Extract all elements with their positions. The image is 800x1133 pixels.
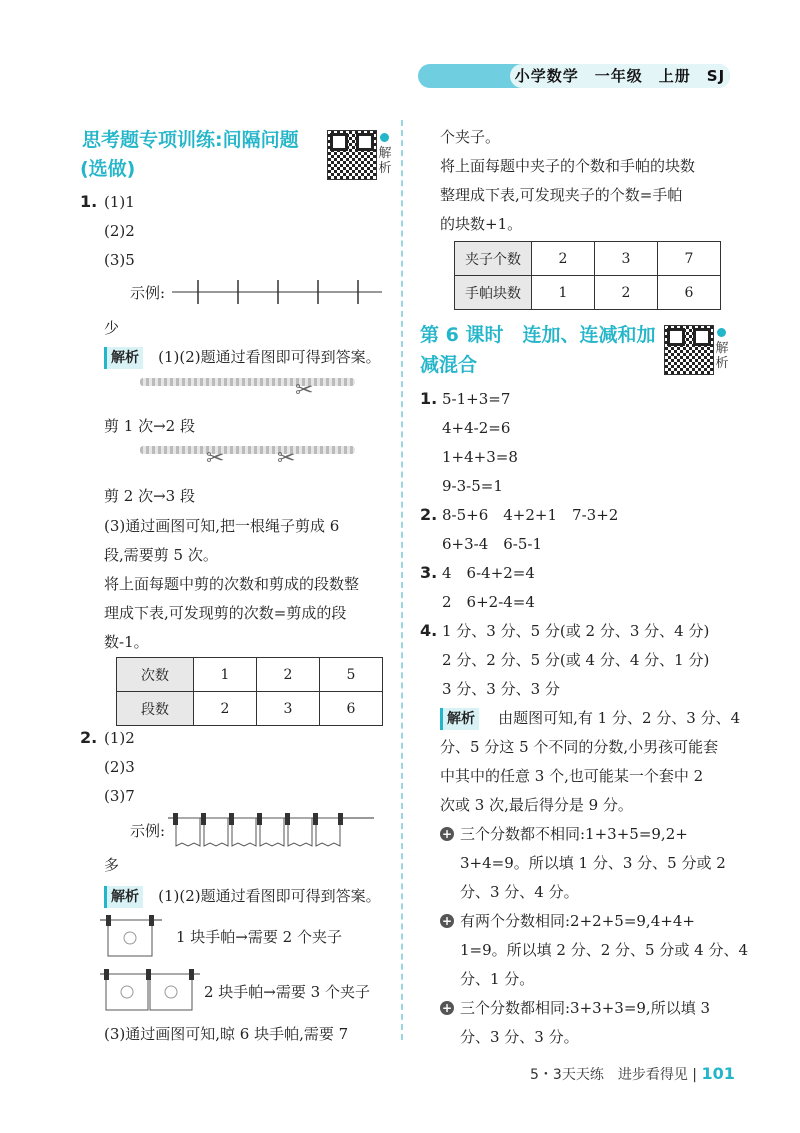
explanation-tag: 解析 [104, 347, 143, 369]
plus-circle-icon: + [441, 827, 453, 841]
table-cell: 5 [320, 658, 383, 692]
cut-result: 剪 1 次→2 段 [104, 417, 195, 435]
explanation-text: (3)通过画图可知,把一根绳子剪成 6 [104, 517, 340, 535]
table-cell: 2 [595, 276, 658, 310]
dot-icon [380, 133, 389, 142]
answer-line: 4 6-4+2=4 [442, 564, 535, 582]
explanation-text: 整理成下表,可发现夹子的个数=手帕 [440, 186, 683, 204]
example-label: 示例: [130, 822, 166, 840]
case-text: 分、1 分。 [460, 970, 535, 988]
scissors-icon: ✂ [277, 446, 296, 471]
table-header-cell: 次数 [117, 658, 194, 692]
table-cell: 2 [257, 658, 320, 692]
section-title: 思考题专项训练:间隔问题 [82, 129, 299, 151]
handkerchief-result: 1 块手帕→需要 2 个夹子 [176, 928, 342, 946]
answer-line: 1 分、3 分、5 分(或 2 分、3 分、4 分) [442, 622, 710, 640]
table-cell: 3 [257, 692, 320, 726]
table-cell: 3 [595, 242, 658, 276]
qr-side-label: 解析 [715, 341, 729, 371]
table-cell: 1 [532, 276, 595, 310]
table-header-cell: 手帕块数 [455, 276, 532, 310]
handkerchief-diagram [168, 810, 374, 850]
answer-line: 多 [104, 856, 120, 874]
explanation-text: 将上面每题中夹子的个数和手帕的块数 [440, 157, 696, 175]
explanation-text: (3)通过画图可知,晾 6 块手帕,需要 7 [104, 1025, 349, 1043]
answer-line: 8-5+6 4+2+1 7-3+2 [442, 506, 619, 524]
case-text: 三个分数都相同:3+3+3=9,所以填 3 [460, 999, 711, 1017]
example-label: 示例: [130, 284, 166, 302]
explanation-block [104, 884, 381, 908]
question-number: 3. [420, 563, 438, 582]
explanation-text: 次或 3 次,最后得分是 9 分。 [440, 796, 633, 814]
explanation-text: 由题图可知,有 1 分、2 分、3 分、4 [498, 709, 741, 727]
explanation-text: 分、5 分这 5 个不同的分数,小男孩可能套 [440, 738, 719, 756]
table-cell: 6 [320, 692, 383, 726]
explanation-tag: 解析 [104, 886, 143, 908]
answer-line: (1)1 [104, 193, 135, 211]
explanation-block [104, 345, 381, 369]
table-cell: 2 [532, 242, 595, 276]
case-text: 1=9。所以填 2 分、2 分、5 分或 4 分、4 [460, 941, 748, 959]
answer-line: 5-1+3=7 [442, 390, 511, 408]
lesson-title: 第 6 课时 连加、连减和加 [420, 324, 656, 346]
question-number: 2. [420, 505, 438, 524]
answer-line: 1+4+3=8 [442, 448, 518, 466]
section-title-cont: (选做) [80, 158, 136, 180]
handkerchief-result: 2 块手帕→需要 3 个夹子 [204, 983, 370, 1001]
case-text: 3+4=9。所以填 1 分、3 分、5 分或 2 [460, 854, 726, 872]
answer-line: (2)2 [104, 222, 135, 240]
explanation-text: 中其中的任意 3 个,也可能某一个套中 2 [440, 767, 704, 785]
scissors-icon: ✂ [295, 378, 314, 403]
explanation-text: 理成下表,可发现剪的次数=剪成的段 [104, 604, 347, 622]
dot-icon [717, 328, 726, 337]
column-divider [401, 120, 403, 1040]
explanation-text: 数-1。 [104, 633, 149, 651]
lesson-title-cont: 减混合 [420, 354, 478, 376]
answer-line: 6+3-4 6-5-1 [442, 535, 543, 553]
answer-line: (3)7 [104, 787, 135, 805]
rope-cut-diagram [172, 278, 384, 306]
case-text: 三个分数都不相同:1+3+5=9,2+ [460, 825, 688, 843]
table-cell: 1 [194, 658, 257, 692]
plus-circle-icon: + [441, 1001, 453, 1015]
table-cell: 2 [194, 692, 257, 726]
explanation-text: 段,需要剪 5 次。 [104, 546, 218, 564]
table-header-cell: 夹子个数 [455, 242, 532, 276]
case-text: 分、3 分、4 分。 [460, 883, 579, 901]
answer-line: (2)3 [104, 758, 135, 776]
answer-line: (1)2 [104, 729, 135, 747]
answer-line: 少 [104, 319, 120, 337]
handkerchiefs-icon [100, 966, 200, 1018]
explanation-text: (1)(2)题通过看图即可得到答案。 [158, 887, 381, 905]
cut-result: 剪 2 次→3 段 [104, 487, 195, 505]
cut-table [116, 657, 383, 726]
rope-illustration [140, 378, 355, 386]
question-number: 1. [420, 389, 438, 408]
answer-line: 4+4-2=6 [442, 419, 511, 437]
scissors-icon: ✂ [206, 446, 225, 471]
footer-text: 5・3天天练 进步看得见 | [530, 1067, 697, 1083]
table-header-cell: 段数 [117, 692, 194, 726]
explanation-tag: 解析 [440, 708, 479, 730]
qr-code-icon[interactable] [664, 325, 714, 375]
header-label: 小学数学 一年级 上册 SJ [510, 64, 730, 88]
table-cell: 6 [658, 276, 721, 310]
qr-code-icon[interactable] [327, 130, 377, 180]
explanation-text: 个夹子。 [440, 128, 501, 146]
answer-line: 9-3-5=1 [442, 477, 503, 495]
table-cell: 7 [658, 242, 721, 276]
plus-circle-icon: + [441, 914, 453, 928]
question-number: 1. [80, 192, 98, 211]
case-text: 有两个分数相同:2+2+5=9,4+4+ [460, 912, 695, 930]
answer-line: 2 6+2-4=4 [442, 593, 535, 611]
case-text: 分、3 分、3 分。 [460, 1028, 579, 1046]
page-number: 101 [701, 1064, 735, 1083]
question-number: 4. [420, 621, 438, 640]
rope-illustration [140, 446, 355, 454]
answer-line: 2 分、2 分、5 分(或 4 分、4 分、1 分) [442, 651, 710, 669]
question-number: 2. [80, 728, 98, 747]
explanation-text: (1)(2)题通过看图即可得到答案。 [158, 348, 381, 366]
handkerchief-icon [100, 912, 162, 964]
clip-table [454, 241, 721, 310]
answer-line: 3 分、3 分、3 分 [442, 680, 560, 698]
footer [530, 1064, 735, 1084]
answer-line: (3)5 [104, 251, 135, 269]
explanation-text: 的块数+1。 [440, 215, 523, 233]
qr-side-label: 解析 [378, 146, 392, 176]
explanation-text: 将上面每题中剪的次数和剪成的段数整 [104, 575, 360, 593]
explanation-block [440, 706, 740, 730]
